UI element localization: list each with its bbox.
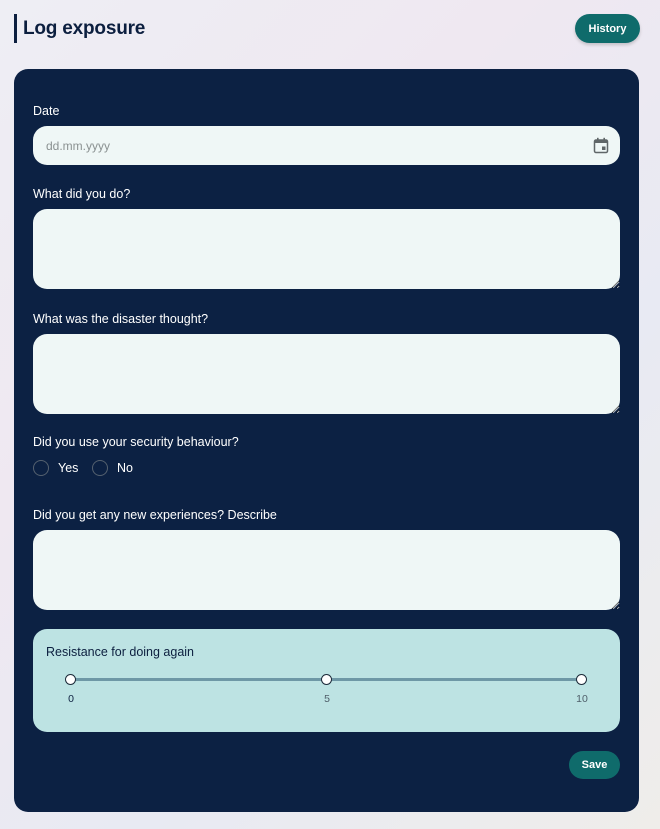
slider-thumb-10[interactable] [576, 674, 587, 685]
date-field[interactable] [33, 126, 620, 165]
radio-yes[interactable] [33, 460, 49, 476]
new-experiences-input[interactable] [33, 530, 620, 610]
slider-tick-10: 10 [576, 693, 588, 705]
slider-thumb-5[interactable] [321, 674, 332, 685]
exposure-form-card [14, 69, 639, 812]
page-header [14, 14, 640, 44]
page-title: Log exposure [23, 18, 146, 39]
new-experiences-label: Did you get any new experiences? Describe [33, 508, 277, 522]
disaster-thought-label: What was the disaster thought? [33, 312, 209, 326]
calendar-icon[interactable] [593, 137, 609, 154]
slider-tick-0: 0 [68, 693, 74, 705]
security-behaviour-label: Did you use your security behaviour? [33, 435, 239, 449]
resistance-label: Resistance for doing again [46, 645, 195, 659]
radio-no[interactable] [92, 460, 108, 476]
save-button[interactable]: Save [569, 751, 620, 779]
title-accent-bar [14, 14, 17, 43]
slider-thumb-0[interactable] [65, 674, 76, 685]
what-did-you-do-input[interactable] [33, 209, 620, 289]
radio-yes-label[interactable]: Yes [58, 461, 79, 475]
date-label: Date [33, 104, 60, 118]
what-did-you-do-label: What did you do? [33, 187, 131, 201]
resistance-panel [33, 629, 620, 732]
date-placeholder: dd.mm.yyyy [46, 139, 111, 153]
history-button[interactable]: History [575, 14, 640, 43]
radio-no-label[interactable]: No [117, 461, 133, 475]
slider-tick-5: 5 [324, 693, 330, 705]
disaster-thought-input[interactable] [33, 334, 620, 414]
